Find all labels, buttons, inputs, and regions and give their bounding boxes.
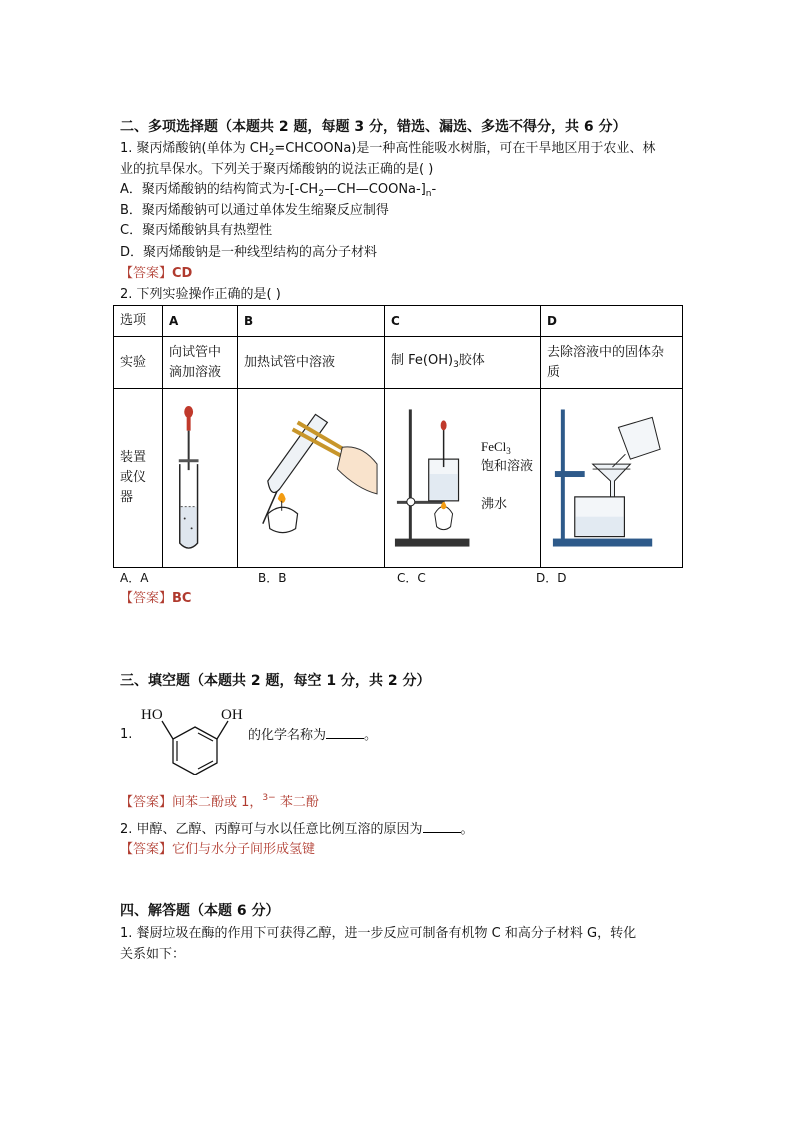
table-header-cell: A — [163, 306, 238, 337]
q1-option-a-text-c: - — [431, 182, 437, 197]
table-header-cell: 选项 — [114, 306, 163, 337]
cell-c-text: 制 Fe(OH) — [391, 352, 454, 368]
q2-answer — [120, 590, 191, 608]
q2-option: D．D — [536, 571, 567, 585]
filtration-apparatus-icon — [541, 389, 682, 567]
s3-q1-stem — [248, 726, 377, 745]
s3-q2-stem-text: 2. 甲醇、乙醇、丙醇可与水以任意比例互溶的原因为 — [120, 822, 423, 837]
fecl3-label: FeCl$_3$ — [481, 439, 511, 456]
s3-q1-stem-text: 的化学名称为 — [248, 728, 327, 743]
q1-option-a-text-b: —CH—COONa-] — [323, 182, 426, 197]
table-header-cell: D — [541, 306, 683, 337]
table-header-cell: C — [385, 306, 541, 337]
answer-tag: 【答案】 — [120, 266, 173, 281]
q1-option-c: C．聚丙烯酸钠具有热塑性 — [120, 223, 273, 238]
oh-label: OH — [221, 707, 243, 723]
q1-option-d: D．聚丙烯酸钠是一种线型结构的高分子材料 — [120, 245, 378, 260]
q1-option-a-text: A．聚丙烯酸钠的结构简式为-[-CH — [120, 182, 319, 197]
answer-value: CD — [172, 266, 193, 281]
q1-stem-line1 — [120, 140, 655, 162]
apparatus-a-image — [163, 389, 238, 568]
dropper-test-tube-icon — [163, 389, 237, 567]
section2-heading: 二、多项选择题（本题共 2 题，每题 3 分，错选、漏选、多选不得分，共 6 分） — [120, 119, 627, 135]
q1-option-a-sub: 2 — [318, 189, 324, 199]
q1-stem-text-b: =CHCOONa)是一种高性能吸水树脂，可在干旱地区用于农业、林 — [274, 141, 656, 156]
answer-value: 它们与水分子间形成氢键 — [172, 842, 316, 857]
cell-c-sub: 3 — [453, 359, 459, 370]
table-header-cell: B — [238, 306, 385, 337]
saturated-solution-label: 饱和溶液 — [481, 459, 534, 474]
table-row-label: 装置或仪器 — [114, 389, 163, 568]
table-cell-b: 加热试管中溶液 — [238, 337, 385, 389]
experiment-table — [113, 305, 683, 568]
q1-option-b: B．聚丙烯酸钠可以通过单体发生缩聚反应制得 — [120, 203, 389, 218]
s3-q2-end: 。 — [460, 822, 474, 837]
table-cell-a: 向试管中滴加溶液 — [163, 337, 238, 389]
answer-tag: 【答案】 — [120, 591, 173, 606]
answer-tag: 【答案】 — [120, 842, 173, 857]
boiling-water-label: 沸水 — [481, 497, 508, 512]
apparatus-b-image — [238, 389, 385, 568]
s3-q1-number: 1. — [120, 727, 133, 742]
table-cell-d: 去除溶液中的固体杂质 — [541, 337, 683, 389]
answer-value: 间苯二酚或 1， — [172, 795, 263, 810]
q1-answer — [120, 265, 192, 283]
q2-option: B．B — [258, 571, 287, 585]
answer-blank[interactable] — [326, 726, 364, 739]
q1-option-a — [120, 181, 436, 203]
ho-label: HO — [141, 707, 163, 723]
s4-q1-line2: 关系如下： — [120, 947, 186, 962]
answer-value-b: 苯二酚 — [275, 795, 319, 810]
table-cell-c — [385, 337, 541, 389]
section3-heading: 三、填空题（本题共 2 题，每空 1 分，共 2 分） — [120, 673, 431, 689]
s3-q1-answer — [120, 789, 319, 812]
apparatus-c-image — [385, 389, 541, 568]
q1-stem-sub: 2 — [268, 148, 275, 158]
q1-stem-text-a: 1. 聚丙烯酸钠(单体为 CH — [120, 141, 269, 156]
table-row-apparatus — [114, 389, 683, 568]
q1-stem-line2: 业的抗旱保水。下列关于聚丙烯酸钠的说法正确的是( ) — [120, 162, 434, 177]
answer-tag: 【答案】 — [120, 795, 173, 810]
s3-q2-stem — [120, 820, 474, 839]
q1-option-a-sub-n: n — [425, 189, 432, 199]
table-row-label: 实验 — [114, 337, 163, 389]
answer-blank[interactable] — [423, 820, 461, 833]
table-row-experiment — [114, 337, 683, 389]
q2-option: A．A — [120, 571, 149, 585]
s3-q1-end: 。 — [364, 728, 378, 743]
heating-test-tube-icon — [238, 389, 384, 567]
q2-stem: 2. 下列实验操作正确的是( ) — [120, 287, 281, 302]
answer-sup: 3− — [262, 793, 276, 803]
colloid-apparatus-icon — [385, 389, 540, 567]
section4-heading: 四、解答题（本题 6 分） — [120, 903, 280, 919]
table-header-row — [114, 306, 683, 337]
answer-value: BC — [172, 591, 192, 606]
cell-c-text-b: 胶体 — [458, 352, 485, 368]
apparatus-d-image — [541, 389, 683, 568]
s3-q2-answer — [120, 841, 315, 859]
s4-q1-line1: 1. 餐厨垃圾在酶的作用下可获得乙醇，进一步反应可制备有机物 C 和高分子材料 G，转化 — [120, 926, 637, 941]
q2-option: C．C — [397, 571, 426, 585]
